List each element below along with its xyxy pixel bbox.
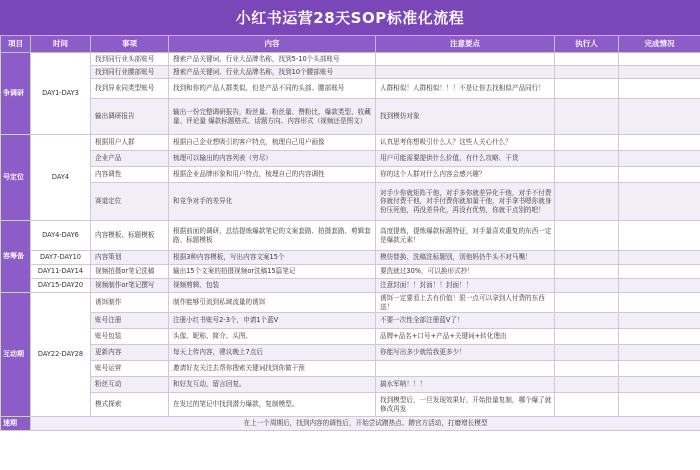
table-row: [1, 361, 700, 377]
notes-cell: 品牌+品名+口号+产品+关键词+转化理由: [376, 329, 555, 345]
executor-cell: [555, 313, 619, 329]
item-cell: 账号注册: [91, 313, 169, 329]
item-cell: 粉丝互动: [91, 377, 169, 393]
table-row: [1, 393, 700, 417]
status-cell: [619, 279, 700, 293]
executor-cell: [555, 135, 619, 151]
notes-cell: 诱饵一定要看上去有价值！狠一点可以拿到人付费的东西送！: [376, 293, 555, 313]
executor-cell: [555, 167, 619, 183]
content-cell: 搜索产品关键词、行业大品牌名称，找到5-10个头部账号: [169, 53, 376, 66]
table-row: [1, 345, 700, 361]
notes-cell: 模仿替换、洗稿洗标题别，别他妈仍牛头不对马嘴！: [376, 251, 555, 265]
notes-cell: [376, 66, 555, 79]
table-row: [1, 151, 700, 167]
stage-cell: 容筹备: [1, 221, 31, 293]
content-cell: 和竞争对手的差异化: [169, 183, 376, 221]
content-cell: 每天上传内容，建议晚上7点后: [169, 345, 376, 361]
table-row: [1, 221, 700, 251]
executor-cell: [555, 377, 619, 393]
item-cell: 诱饵制作: [91, 293, 169, 313]
item-cell: 视频拍摄or笔记洗稿: [91, 265, 169, 279]
stage-cell: 号定位: [1, 135, 31, 221]
item-cell: 内容调性: [91, 167, 169, 183]
footer-note: 在上一个周期后，找到内容的调性后，开始尝试蹭热点、蹭官方活动，打磨增长模型: [31, 417, 700, 431]
item-cell: 内容模板、标题模板: [91, 221, 169, 251]
time-cell: DAY11-DAY14: [31, 265, 91, 279]
executor-cell: [555, 151, 619, 167]
status-cell: [619, 393, 700, 417]
content-cell: 根据前面的调研，总结提炼爆款笔记的文案套路、拍摄套路、剪辑套路、标题模板: [169, 221, 376, 251]
content-cell: 制作能够引流到私域流量的诱饵: [169, 293, 376, 313]
notes-cell: 用户可能需要提供什么价值，有什么攻略、干货: [376, 151, 555, 167]
notes-cell: 你能写出多少就给我更多少！: [376, 345, 555, 361]
status-cell: [619, 221, 700, 251]
executor-cell: [555, 361, 619, 377]
executor-cell: [555, 345, 619, 361]
executor-cell: [555, 329, 619, 345]
header-content: 内容: [169, 36, 376, 53]
item-cell: 赛道定位: [91, 183, 169, 221]
executor-cell: [555, 293, 619, 313]
table-row: [1, 293, 700, 313]
notes-cell: 高度提炼，提炼爆款标题特征，对手量喜欢重复的东西一定是爆款元素！: [376, 221, 555, 251]
time-cell: DAY1-DAY3: [31, 53, 91, 135]
header-item: 事项: [91, 36, 169, 53]
item-cell: 内容策划: [91, 251, 169, 265]
content-cell: 搜索产品关键词、行业大品牌名称，找到10个腰部账号: [169, 66, 376, 79]
content-cell: 找到和你的产品人群类似，但是产品不同的头部、腰部账号: [169, 79, 376, 99]
status-cell: [619, 251, 700, 265]
executor-cell: [555, 265, 619, 279]
item-cell: 根据用户人群: [91, 135, 169, 151]
notes-cell: 搞水军呐！！！: [376, 377, 555, 393]
header-status: 完成情况: [619, 36, 700, 53]
content-cell: 输出一份完整调研报告，粉丝量、粉丝量、赞粉比、爆款类型、收藏量、评论量 爆款标题格式、话题方向、内容形式（视频还是图文）: [169, 99, 376, 135]
time-cell: DAY22-DAY28: [31, 293, 91, 417]
status-cell: [619, 345, 700, 361]
content-cell: 根据企业品牌形象和用户特点，梳理自己的内容调性: [169, 167, 376, 183]
notes-cell: 要洗就过30%，可以换形式抄！: [376, 265, 555, 279]
status-cell: [619, 361, 700, 377]
status-cell: [619, 329, 700, 345]
header-row: [1, 36, 700, 53]
status-cell: [619, 99, 700, 135]
content-cell: 和好友互动，留言回复。: [169, 377, 376, 393]
notes-cell: 对手少你就矩阵干他，对手多你就差异化干他，对手不付费你就付费干他，对手付费你就加量干他，对手拿书嗯你就身份压死他，再没差异化，再没有优势，你就干点别的吧！: [376, 183, 555, 221]
executor-cell: [555, 393, 619, 417]
time-cell: DAY4: [31, 135, 91, 221]
item-cell: 更新内容: [91, 345, 169, 361]
item-cell: 企业产品: [91, 151, 169, 167]
table-row: [1, 183, 700, 221]
executor-cell: [555, 251, 619, 265]
content-cell: 头像、昵称、简介、头图、: [169, 329, 376, 345]
table-row: [1, 313, 700, 329]
header-executor: 执行人: [555, 36, 619, 53]
notes-cell: 找到模型后，一旦发现效果好，开始批量复制，哪个爆了就修改再发: [376, 393, 555, 417]
executor-cell: [555, 221, 619, 251]
content-cell: 根据3种内容模板，写出内容文案15个: [169, 251, 376, 265]
notes-cell: 注意封面！！封面！！封面！！: [376, 279, 555, 293]
content-cell: 在发过的笔记中找到潜力爆款，复制模型。: [169, 393, 376, 417]
time-cell: DAY15-DAY20: [31, 279, 91, 293]
content-cell: 输出15个文案的拍摄视频or洗稿15篇笔记: [169, 265, 376, 279]
content-cell: 视频剪辑、包装: [169, 279, 376, 293]
stage-cell: 争调研: [1, 53, 31, 135]
table-row: [1, 329, 700, 345]
executor-cell: [555, 279, 619, 293]
notes-cell: 不要一次性全部注册蓝V了！: [376, 313, 555, 329]
table-row: [1, 167, 700, 183]
table-row: [1, 417, 700, 431]
status-cell: [619, 293, 700, 313]
item-cell: 账号运营: [91, 361, 169, 377]
status-cell: [619, 377, 700, 393]
notes-cell: [376, 53, 555, 66]
time-cell: DAY4-DAY6: [31, 221, 91, 251]
notes-cell: [376, 361, 555, 377]
table-row: [1, 79, 700, 99]
table-row: [1, 251, 700, 265]
item-cell: 视频制作or笔记撰写: [91, 279, 169, 293]
status-cell: [619, 79, 700, 99]
table-row: [1, 66, 700, 79]
status-cell: [619, 66, 700, 79]
sheet-title: 小红书运营28天SOP标准化流程: [0, 0, 700, 35]
header-notes: 注意要点: [376, 36, 555, 53]
status-cell: [619, 313, 700, 329]
status-cell: [619, 151, 700, 167]
sop-table: [0, 35, 700, 431]
table-row: [1, 53, 700, 66]
notes-cell: 认真思考你想吸引什么人？这些人关心什么？: [376, 135, 555, 151]
stage-cell: 速期: [1, 417, 31, 431]
table-row: [1, 265, 700, 279]
table-row: [1, 135, 700, 151]
status-cell: [619, 53, 700, 66]
executor-cell: [555, 99, 619, 135]
header-stage: 项目: [1, 36, 31, 53]
stage-cell: 互动期: [1, 293, 31, 417]
item-cell: 模式探索: [91, 393, 169, 417]
executor-cell: [555, 53, 619, 66]
executor-cell: [555, 66, 619, 79]
notes-cell: 你的这个人群对什么内容会感兴趣？: [376, 167, 555, 183]
item-cell: 输出调研报告: [91, 99, 169, 135]
table-row: [1, 377, 700, 393]
content-cell: 注册小红书账号2-3个，申请1个蓝V: [169, 313, 376, 329]
item-cell: 找到同行业腰部账号: [91, 66, 169, 79]
status-cell: [619, 183, 700, 221]
item-cell: 账号包装: [91, 329, 169, 345]
item-cell: 找到异业同类型账号: [91, 79, 169, 99]
table-row: [1, 279, 700, 293]
content-cell: 根据自己企业想吸引的客户特点，梳理自己用户画像: [169, 135, 376, 151]
header-time: 时间: [31, 36, 91, 53]
content-cell: 邀请好友关注去帮你搜索关键词找到你做干预: [169, 361, 376, 377]
executor-cell: [555, 183, 619, 221]
table-row: [1, 99, 700, 135]
status-cell: [619, 135, 700, 151]
content-cell: 梳理可以输出的内容列表（穷尽）: [169, 151, 376, 167]
item-cell: 找到同行业头部账号: [91, 53, 169, 66]
notes-cell: 人群相似！人群相似！！！不是让你去找相似产品同行！: [376, 79, 555, 99]
notes-cell: 找到模仿对象: [376, 99, 555, 135]
status-cell: [619, 265, 700, 279]
time-cell: DAY7-DAY10: [31, 251, 91, 265]
executor-cell: [555, 79, 619, 99]
status-cell: [619, 167, 700, 183]
